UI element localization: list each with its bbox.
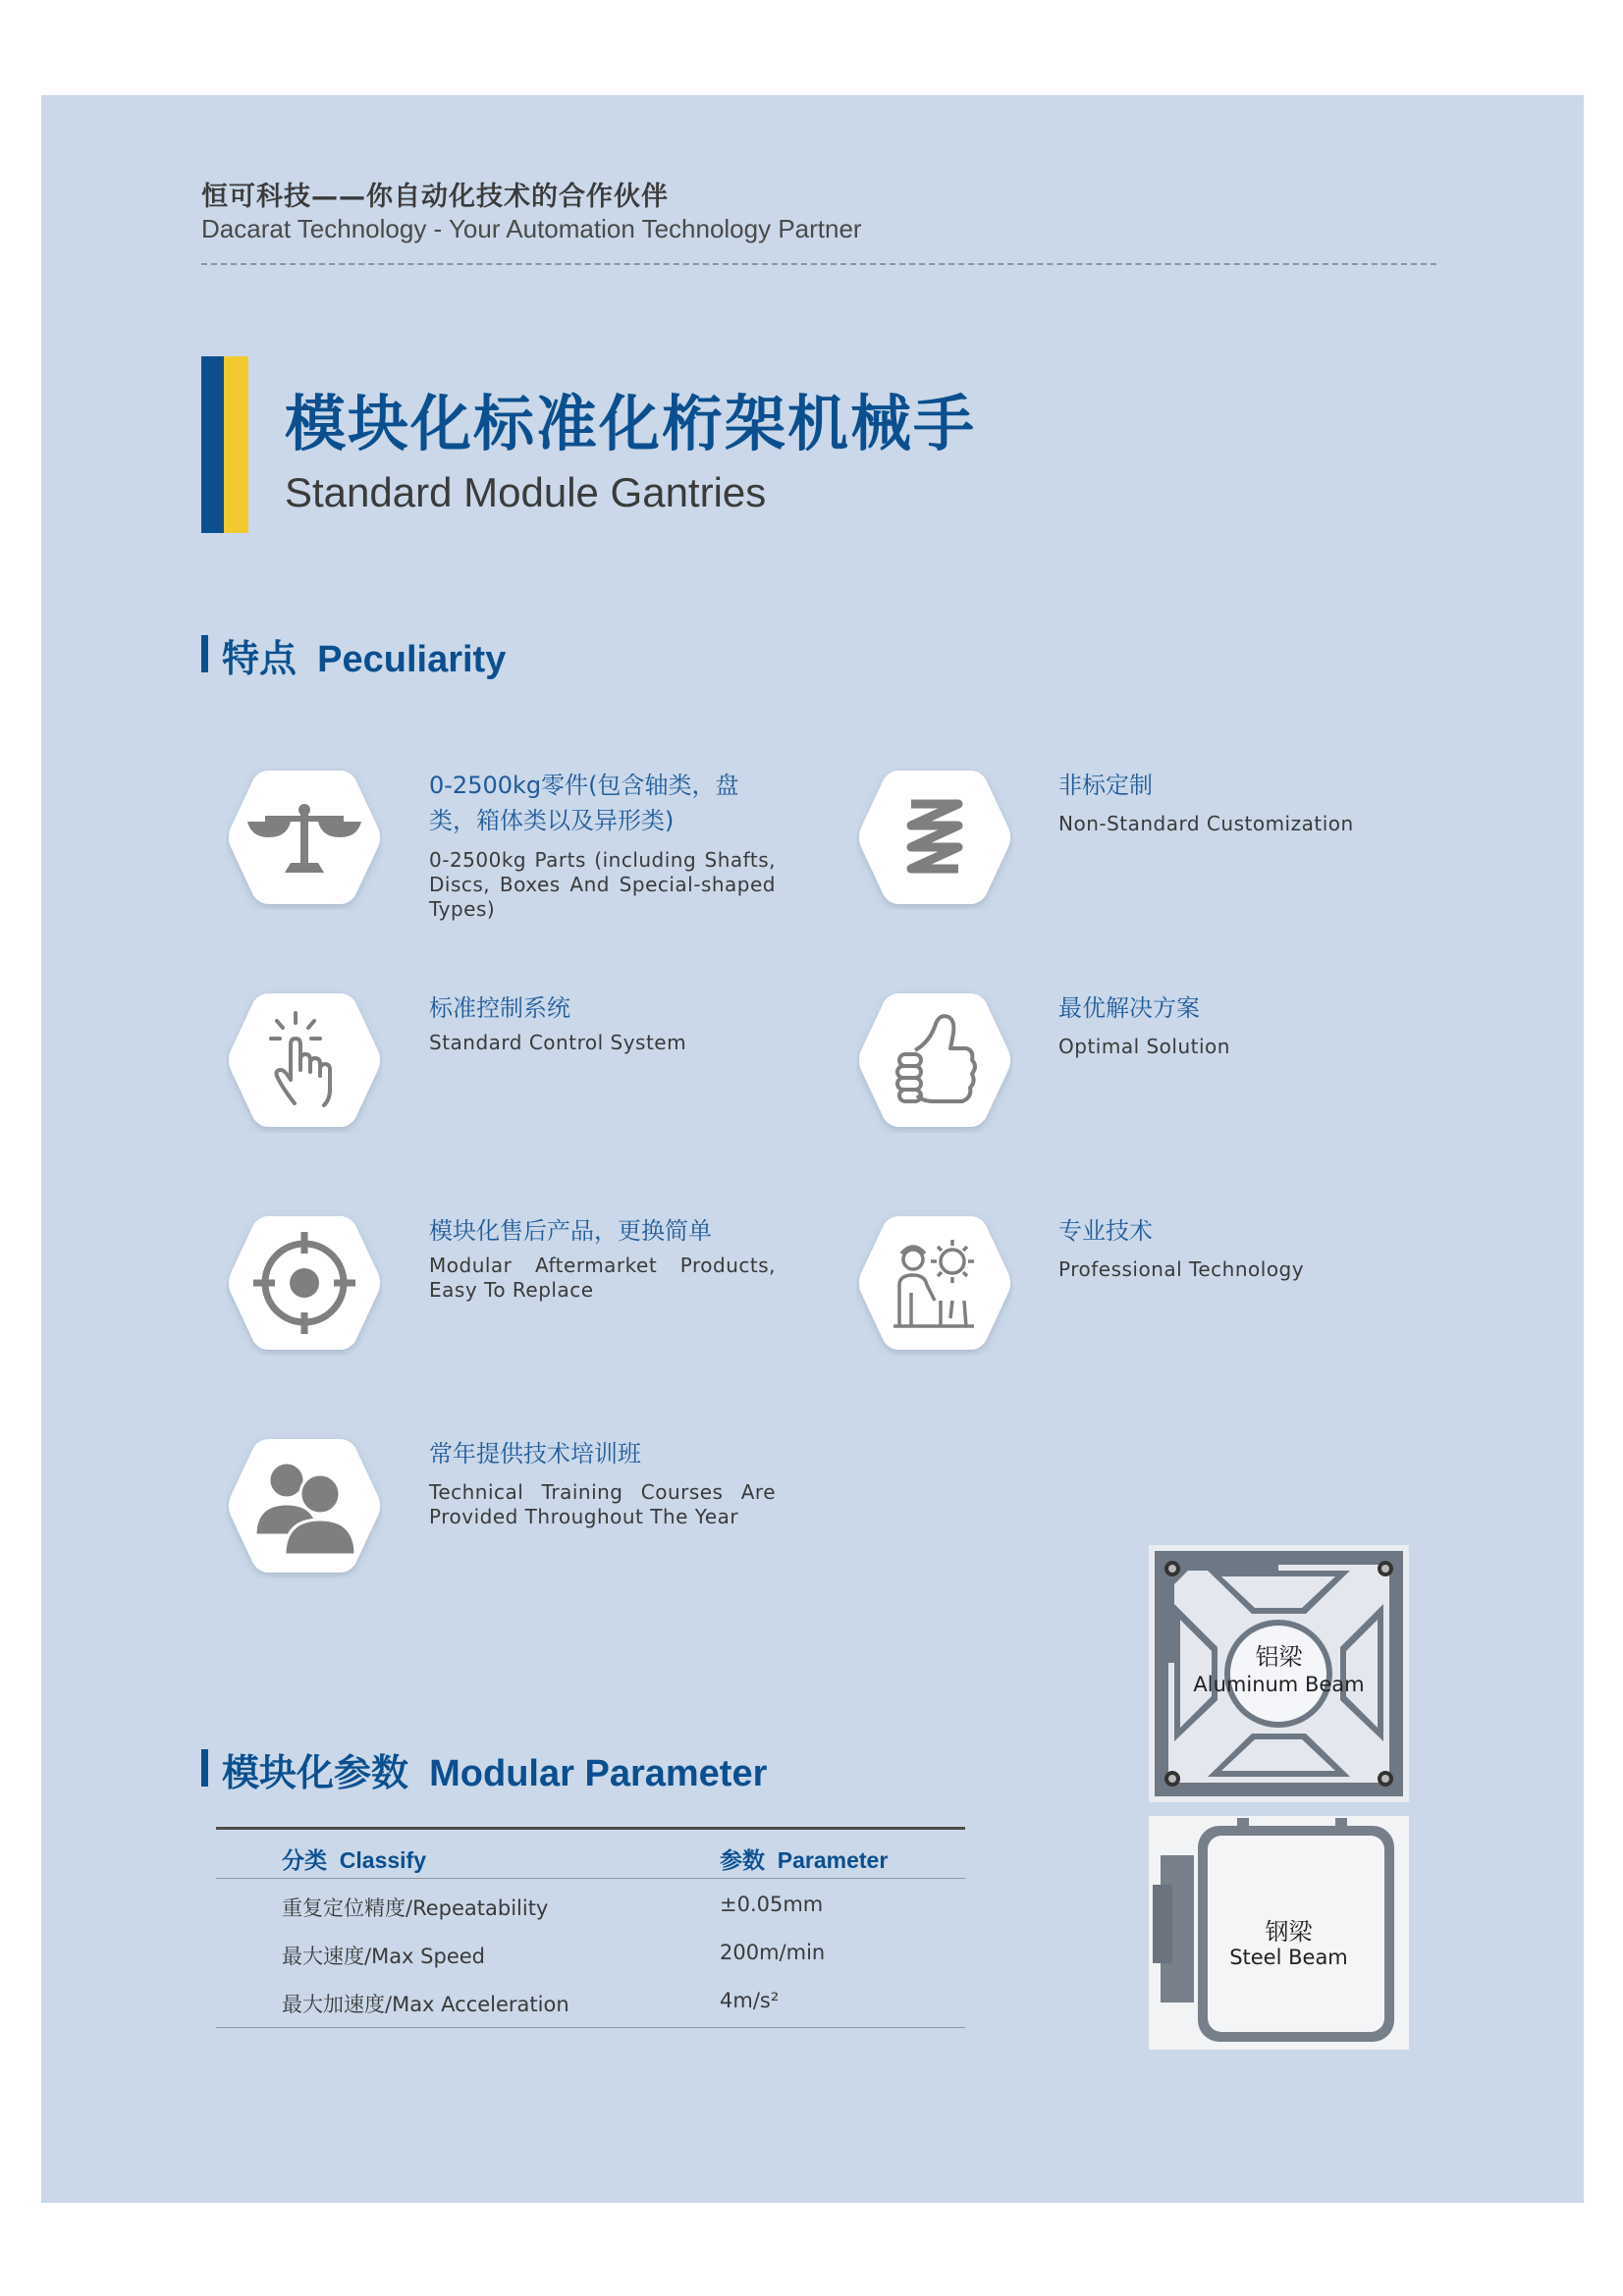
table-row-name: 最大速度/Max Speed bbox=[282, 1945, 485, 1968]
section-title-cn: 特点 bbox=[222, 639, 298, 680]
section-bar-2 bbox=[201, 1749, 208, 1787]
tagline-en: Dacarat Technology - Your Automation Technology Partner bbox=[201, 214, 862, 243]
feature-2-title: 非标定制 bbox=[1058, 772, 1153, 799]
table-row-value: ±0.05mm bbox=[720, 1893, 824, 1916]
aluminum-beam-label-cn: 铝梁 bbox=[1255, 1643, 1303, 1671]
feature-6-desc: Professional Technology bbox=[1058, 1257, 1305, 1281]
page-title-en: Standard Module Gantries bbox=[285, 469, 767, 515]
feature-1-desc: 0-2500kg Parts (including Shafts, Discs, Boxes And Special-shaped Types) bbox=[429, 848, 776, 921]
feature-7-title: 常年提供技术培训班 bbox=[429, 1440, 641, 1468]
feature-4-desc: Optimal Solution bbox=[1058, 1035, 1230, 1058]
spring-icon bbox=[856, 765, 1013, 910]
tagline-cn: 恒可科技——你自动化技术的合作伙伴 bbox=[201, 182, 669, 212]
table-bottom-rule bbox=[216, 2027, 965, 2028]
feature-3-title: 标准控制系统 bbox=[429, 994, 570, 1022]
table-top-rule bbox=[216, 1827, 965, 1830]
feature-2-desc: Non-Standard Customization bbox=[1058, 812, 1354, 835]
engineer-gear-icon bbox=[856, 1210, 1013, 1356]
feature-1-title-line2: 类，箱体类以及异形类) bbox=[429, 807, 675, 834]
table-row-value: 200m/min bbox=[720, 1941, 826, 1964]
header-parameter-en: Parameter bbox=[777, 1847, 889, 1873]
header-classify-en: Classify bbox=[339, 1847, 426, 1873]
page-title-cn: 模块化标准化桁架机械手 bbox=[285, 388, 977, 459]
table-header-classify bbox=[282, 1842, 426, 1875]
feature-5-desc: Modular Aftermarket Products, Easy To Replace bbox=[429, 1254, 776, 1302]
parameter-title-cn: 模块化参数 bbox=[222, 1753, 409, 1794]
table-row-name: 最大加速度/Max Acceleration bbox=[282, 1993, 569, 2016]
balance-scale-icon bbox=[226, 765, 383, 910]
section-title-peculiarity bbox=[222, 628, 506, 682]
title-accent-blue bbox=[201, 356, 224, 533]
target-icon bbox=[226, 1210, 383, 1356]
section-title-parameter bbox=[222, 1742, 767, 1796]
section-title-en: Peculiarity bbox=[317, 639, 507, 680]
steel-beam-image bbox=[1149, 1816, 1409, 2050]
feature-4-title: 最优解决方案 bbox=[1058, 994, 1200, 1022]
feature-7-desc: Technical Training Courses Are Provided Throughout The Year bbox=[429, 1480, 776, 1528]
feature-1-title bbox=[429, 768, 783, 838]
table-header-parameter bbox=[720, 1842, 888, 1875]
thumbs-up-icon bbox=[856, 988, 1013, 1133]
table-header-rule bbox=[216, 1878, 965, 1879]
dashed-divider bbox=[201, 263, 1436, 265]
section-bar bbox=[201, 635, 208, 672]
people-icon bbox=[226, 1433, 383, 1578]
table-row-name: 重复定位精度/Repeatability bbox=[282, 1896, 549, 1920]
feature-1-title-line1: 0-2500kg零件(包含轴类，盘 bbox=[429, 772, 739, 799]
aluminum-beam-image bbox=[1149, 1545, 1409, 1802]
header-classify-cn: 分类 bbox=[282, 1847, 327, 1873]
title-accent-yellow bbox=[224, 356, 248, 533]
steel-beam-label-en: Steel Beam bbox=[1229, 1946, 1348, 1969]
table-row-value: 4m/s² bbox=[720, 1989, 780, 2012]
touch-hand-icon bbox=[226, 988, 383, 1133]
parameter-title-en: Modular Parameter bbox=[429, 1753, 768, 1794]
aluminum-beam-label-en: Aluminum Beam bbox=[1193, 1673, 1365, 1696]
feature-5-title: 模块化售后产品，更换简单 bbox=[429, 1217, 712, 1245]
feature-3-desc: Standard Control System bbox=[429, 1031, 687, 1054]
header-parameter-cn: 参数 bbox=[720, 1847, 765, 1873]
steel-beam-label-cn: 钢梁 bbox=[1265, 1918, 1313, 1946]
feature-6-title: 专业技术 bbox=[1058, 1217, 1153, 1245]
